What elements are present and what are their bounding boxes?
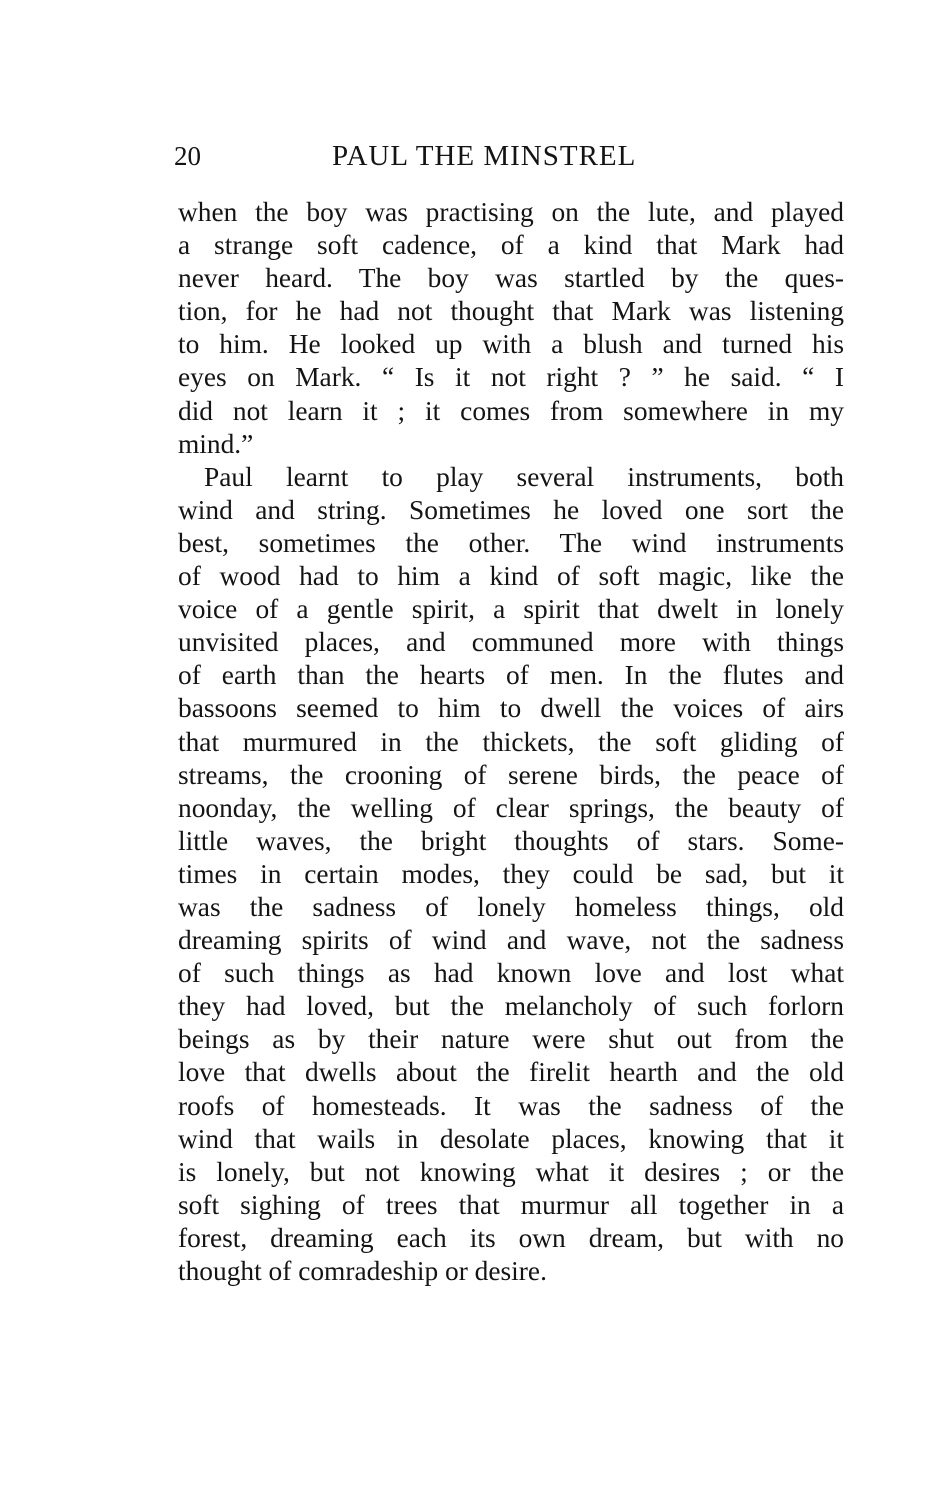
text-line: tion, for he had not thought that Mark was listening xyxy=(178,296,844,327)
page-number: 20 xyxy=(174,141,201,171)
text-line: noonday, the welling of clear springs, the beauty of xyxy=(178,792,844,823)
text-line: beings as by their nature were shut out from the xyxy=(178,1024,844,1055)
body-text xyxy=(178,196,844,1288)
text-line: mind.” xyxy=(178,428,254,459)
running-head xyxy=(174,138,694,174)
book-title: PAUL THE MINSTREL xyxy=(332,140,637,172)
text-line: of wood had to him a kind of soft magic, like the xyxy=(178,561,844,592)
text-line: voice of a gentle spirit, a spirit that dwelt in lonely xyxy=(178,594,844,625)
text-line: of earth than the hearts of men. In the flutes and xyxy=(178,660,844,691)
text-line: times in certain modes, they could be sad, but it xyxy=(178,858,844,889)
text-line: soft sighing of trees that murmur all together in a xyxy=(178,1189,844,1220)
text-line: they had loved, but the melancholy of such forlorn xyxy=(178,991,844,1022)
text-line: thought of comradeship or desire. xyxy=(178,1256,547,1286)
text-line: did not learn it ; it comes from somewhere in my xyxy=(178,395,844,426)
text-line: forest, dreaming each its own dream, but with no xyxy=(178,1222,844,1253)
text-line: was the sadness of lonely homeless things, old xyxy=(178,891,844,922)
text-line: is lonely, but not knowing what it desires ; or the xyxy=(178,1156,844,1187)
text-line: wind that wails in desolate places, knowing that it xyxy=(178,1123,844,1154)
text-line: unvisited places, and communed more with things xyxy=(178,627,844,658)
text-line: that murmured in the thickets, the soft gliding of xyxy=(178,726,844,757)
text-line: dreaming spirits of wind and wave, not the sadness xyxy=(178,925,844,956)
text-line: roofs of homesteads. It was the sadness of the xyxy=(178,1090,844,1121)
text-line: to him. He looked up with a blush and turned his xyxy=(178,329,844,360)
paragraph-1 xyxy=(178,196,844,461)
paragraph-2 xyxy=(178,461,844,1288)
text-line: a strange soft cadence, of a kind that Mark had xyxy=(178,230,844,261)
text-line: wind and string. Sometimes he loved one sort the xyxy=(178,494,844,525)
text-line: love that dwells about the firelit hearth and the old xyxy=(178,1057,844,1088)
text-line: streams, the crooning of serene birds, the peace of xyxy=(178,759,844,790)
text-line: never heard. The boy was startled by the ques- xyxy=(178,263,844,294)
text-line: little waves, the bright thoughts of stars. Some- xyxy=(178,825,844,856)
text-line: bassoons seemed to him to dwell the voices of airs xyxy=(178,693,844,724)
text-line: when the boy was practising on the lute, and played xyxy=(178,197,844,227)
text-line: best, sometimes the other. The wind instruments xyxy=(178,527,844,558)
text-line: eyes on Mark. “ Is it not right ? ” he said. “ I xyxy=(178,362,844,393)
text-line: Paul learnt to play several instruments, both xyxy=(204,461,844,492)
text-line: of such things as had known love and lost what xyxy=(178,958,844,989)
